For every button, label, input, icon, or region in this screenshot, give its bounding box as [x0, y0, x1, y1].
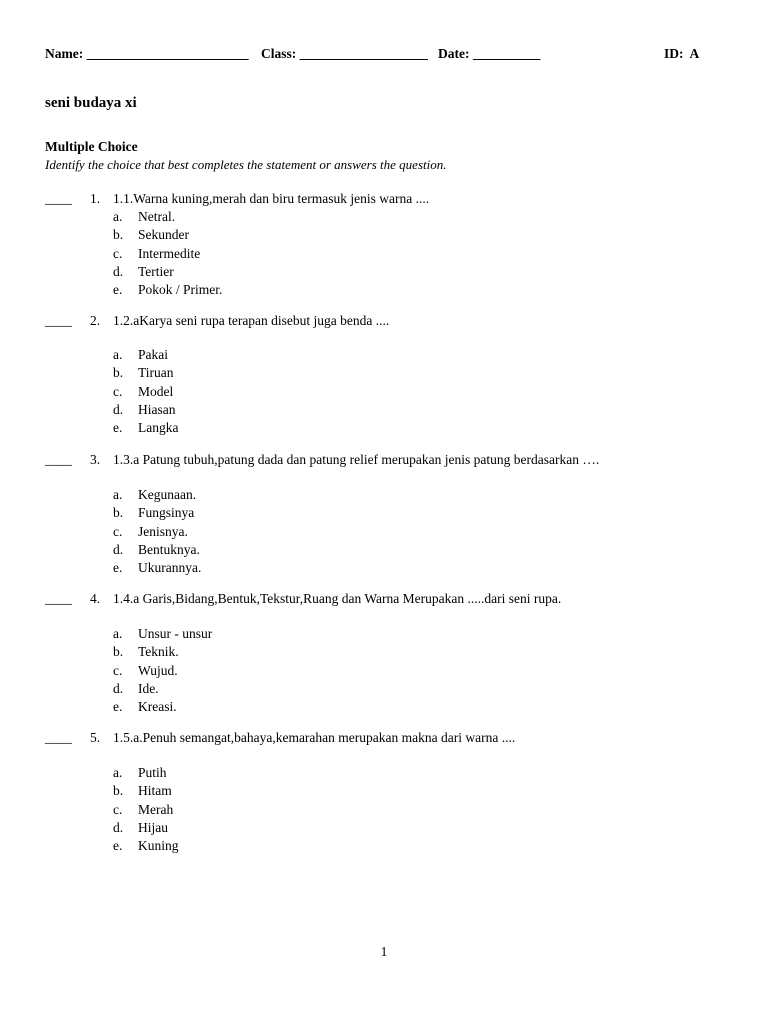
question-text: 1.2.aKarya seni rupa terapan disebut juga benda .... — [113, 313, 390, 328]
option-text: Bentuknya. — [138, 541, 200, 557]
option-text: Putih — [138, 765, 167, 780]
option-text: Pokok / Primer. — [138, 282, 223, 298]
option-letter: b. — [113, 227, 124, 243]
option-text: Tertier — [138, 263, 174, 279]
option-text: Pakai — [138, 347, 168, 362]
date-field-label: Date: __________ — [438, 46, 541, 61]
option-text: Ide. — [138, 680, 159, 696]
option-letter: b. — [113, 505, 124, 521]
option-text: Wujud. — [138, 662, 178, 678]
option-text: Sekunder — [138, 227, 189, 243]
option-letter: e. — [113, 420, 123, 436]
option-text: Ukurannya. — [138, 560, 202, 576]
question-number: 5. — [90, 730, 101, 745]
option-text: Merah — [138, 801, 174, 817]
name-field-label: Name: ________________________ — [45, 46, 249, 61]
option-letter: e. — [113, 699, 123, 715]
question-text: 1.3.a Patung tubuh,patung dada dan patung relief merupakan jenis patung berdasarkan …. — [113, 452, 600, 467]
option-text: Kegunaan. — [138, 487, 197, 502]
option-letter: d. — [113, 680, 124, 696]
id-label: ID: A — [664, 46, 700, 61]
question-number: 2. — [90, 313, 101, 328]
option-letter: d. — [113, 263, 124, 279]
option-letter: e. — [113, 560, 123, 576]
option-letter: a. — [113, 487, 123, 502]
option-letter: b. — [113, 783, 124, 799]
answer-blank: ____ — [45, 313, 72, 328]
option-text: Intermedite — [138, 245, 201, 261]
option-text: Hiasan — [138, 401, 176, 417]
section-heading: Multiple Choice — [45, 139, 138, 154]
option-text: Unsur - unsur — [138, 626, 213, 641]
question-number: 3. — [90, 452, 101, 467]
option-letter: b. — [113, 644, 124, 660]
option-text: Kreasi. — [138, 699, 177, 715]
option-letter: a. — [113, 347, 123, 362]
option-text: Langka — [138, 420, 179, 436]
option-text: Model — [138, 383, 174, 399]
document-title: seni budaya xi — [45, 95, 137, 111]
option-letter: e. — [113, 282, 123, 298]
option-letter: d. — [113, 819, 124, 835]
answer-blank: ____ — [45, 730, 72, 745]
option-letter: c. — [113, 662, 123, 678]
option-letter: b. — [113, 365, 124, 381]
question-text: 1.1.Warna kuning,merah dan biru termasuk jenis warna .... — [113, 191, 430, 206]
answer-blank: ____ — [45, 191, 72, 206]
answer-blank: ____ — [45, 452, 72, 467]
page-number: 1 — [380, 944, 388, 959]
option-letter: d. — [113, 541, 124, 557]
option-letter: c. — [113, 801, 123, 817]
option-letter: d. — [113, 401, 124, 417]
answer-blank: ____ — [45, 591, 72, 606]
option-letter: e. — [113, 838, 123, 854]
option-text: Kuning — [138, 838, 179, 854]
question-text: 1.4.a Garis,Bidang,Bentuk,Tekstur,Ruang dan Warna Merupakan .....dari seni rupa. — [113, 591, 562, 606]
question-number: 4. — [90, 591, 101, 606]
option-letter: a. — [113, 209, 123, 224]
question-number: 1. — [90, 191, 101, 206]
option-letter: c. — [113, 383, 123, 399]
option-text: Fungsinya — [138, 505, 195, 521]
question-text: 1.5.a.Penuh semangat,bahaya,kemarahan merupakan makna dari warna .... — [113, 730, 516, 745]
header-row — [45, 46, 705, 66]
option-text: Hijau — [138, 819, 168, 835]
section-instruction: Identify the choice that best completes the statement or answers the question. — [45, 157, 447, 172]
option-text: Netral. — [138, 209, 176, 224]
option-text: Hitam — [138, 783, 172, 799]
option-letter: c. — [113, 523, 123, 539]
option-text: Tiruan — [138, 365, 174, 381]
option-letter: c. — [113, 245, 123, 261]
class-field-label: Class: ___________________ — [261, 46, 428, 61]
option-text: Teknik. — [138, 644, 179, 660]
option-text: Jenisnya. — [138, 523, 188, 539]
option-letter: a. — [113, 765, 123, 780]
option-letter: a. — [113, 626, 123, 641]
